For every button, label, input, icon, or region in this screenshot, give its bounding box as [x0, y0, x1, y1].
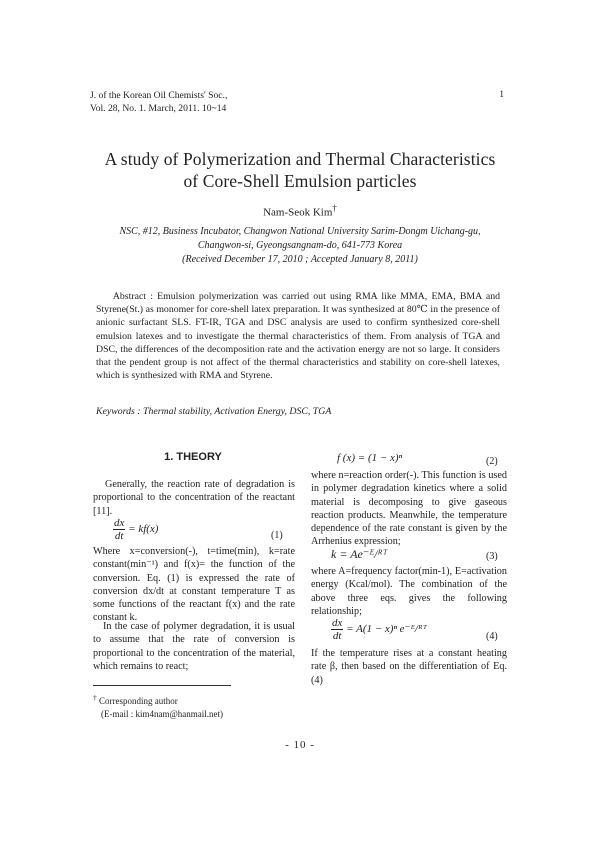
- keywords-text: Thermal stability, Activation Energy, DSC, TGA: [143, 406, 332, 417]
- title-line-2: of Core-Shell Emulsion particles: [183, 171, 417, 191]
- abstract-label: Abstract :: [112, 291, 153, 302]
- received-dates: (Received December 17, 2010 ; Accepted January 8, 2011): [182, 254, 418, 265]
- keywords-label: Keywords :: [96, 406, 141, 417]
- equation-4: [331, 617, 427, 642]
- eq4-numerator: dx: [332, 617, 343, 629]
- author-name: Nam-Seok Kim: [263, 206, 333, 219]
- left-p1-text: Generally, the reaction rate of degradation is proportional to the concentration of the reactant [11].: [93, 479, 296, 517]
- eq1-denominator: dt: [114, 530, 124, 542]
- abstract-text: Emulsion polymerization was carried out using RMA like MMA, EMA, BMA and Styrene(St.) as monomer for core-shell latex preparation. It was synthesized at 80℃ in the presence of anionic surfactant SLS. FT-IR, TGA and DSC analysis are used to confirm synthesized core-shell emulsion latexes and to investigate the thermal characteristics of them. From analysis of TGA and DSC, the differences of the decomposition rate and the activation energy are not so large. It considers that the pendent group is not affect of the thermal characteristics and stability on core-shell latexes, which is synthesized with RMA and Styrene.: [96, 291, 501, 382]
- footnote-divider: [93, 685, 231, 686]
- article-title: [60, 148, 540, 192]
- journal-name: J. of the Korean Oil Chemists' Soc.,: [90, 90, 228, 101]
- footnote-label: Corresponding author: [99, 696, 178, 706]
- footnote-email: (E-mail : kim4nam@hanmail.net): [101, 709, 224, 719]
- eq1-fraction: [113, 517, 125, 542]
- left-p2-text: Where x=conversion(-), t=time(min), k=rate constant(min⁻¹) and f(x)= the function of the conversion. Eq. (1) is expressed the rate of conversion dx/dt at constant temperature T as some functions of the reactant f(x) and the rate constant k.: [93, 546, 295, 624]
- journal-volume: Vol. 28, No. 1. March, 2011. 10~14: [90, 103, 227, 114]
- left-paragraph-2: [93, 545, 295, 625]
- equation-1: [113, 517, 158, 542]
- right-p3-text: If the temperature rises at a constant heating rate β, then based on the differentiation of Eq. (4): [311, 648, 507, 686]
- eq1-label: (1): [271, 530, 283, 541]
- eq1-numerator: dx: [114, 517, 125, 529]
- eq4-rhs: = A(1 − x)ⁿ e⁻ᴱ/ᴿᵀ: [346, 623, 427, 636]
- eq4-label: (4): [486, 631, 498, 642]
- right-p2-text: where A=frequency factor(min-1), E=activation energy (Kcal/mol). The combination of the above three eqs. gives the following relationship;: [311, 566, 507, 617]
- right-paragraph-1: [311, 469, 507, 549]
- equation-3: k = Ae⁻ᴱ/ᴿᵀ: [331, 547, 388, 561]
- affiliation-line-1: NSC, #12, Business Incubator, Changwon National University Sarim-Dongm Uichang-gu,: [119, 226, 481, 237]
- abstract: [96, 290, 500, 382]
- affiliation-line-2: Changwon-si, Gyeongsangnam-do, 641-773 Korea: [197, 240, 403, 251]
- left-paragraph-3: [93, 620, 295, 673]
- title-line-1: A study of Polymerization and Thermal Characteristics: [104, 149, 496, 169]
- section-heading: 1. THEORY: [164, 451, 222, 463]
- eq4-denominator: dt: [332, 630, 342, 642]
- footer-page-number: - 10 -: [285, 739, 315, 751]
- right-p1-text: where n=reaction order(-). This function is used in polymer degradation kinetics where a solid material is decomposing to give gaseous reaction products. Meanwhile, the temperature dependence of the rate constant is given by the Arrhenius expression;: [311, 470, 507, 548]
- corresponding-mark: †: [332, 203, 337, 213]
- footnote-mark: †: [93, 693, 97, 702]
- page-number: 1: [499, 89, 504, 100]
- eq4-fraction: [331, 617, 343, 642]
- left-paragraph-1: [93, 478, 295, 518]
- eq2-label: (2): [486, 456, 498, 467]
- keywords: [96, 406, 500, 417]
- equation-2: f (x) = (1 − x)ⁿ: [337, 452, 403, 464]
- footnote: [93, 691, 223, 721]
- journal-citation: [90, 89, 227, 115]
- eq1-rhs: = kf(x): [128, 523, 159, 536]
- right-paragraph-3: [311, 647, 507, 687]
- right-paragraph-2: [311, 565, 507, 618]
- eq3-label: (3): [486, 551, 498, 562]
- affiliation: [60, 225, 540, 267]
- author: [60, 203, 540, 219]
- left-p3-text: In the case of polymer degradation, it is usual to assume that the rate of conversion is proportional to the concentration of the material, which remains to react;: [93, 621, 296, 672]
